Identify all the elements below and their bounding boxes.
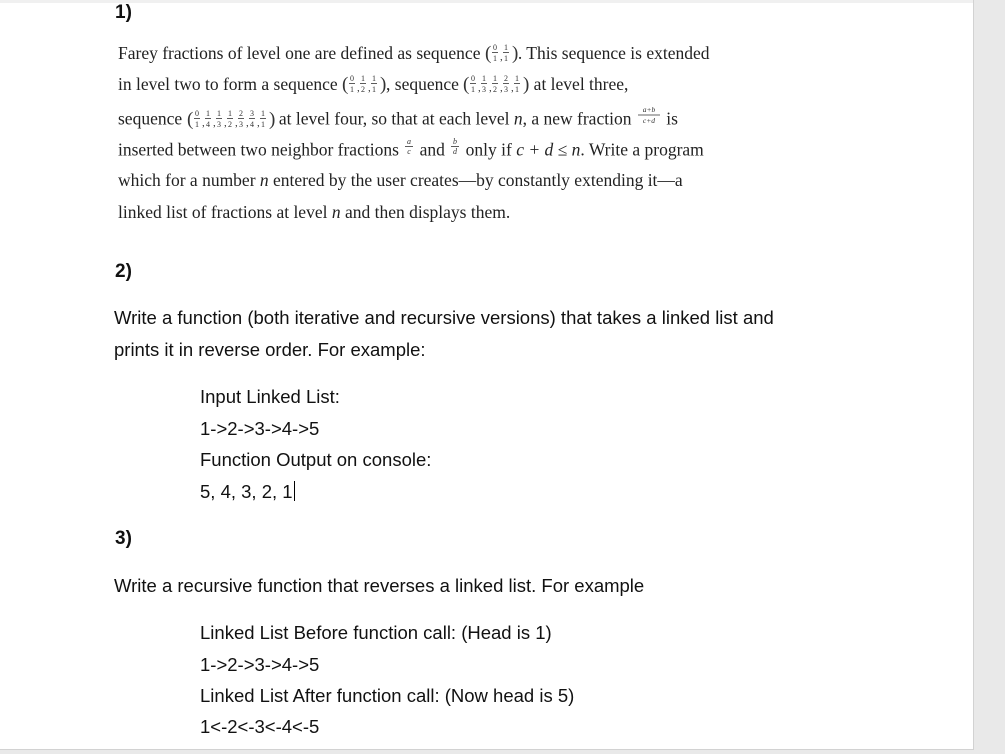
q2-input-label: Input Linked List:: [200, 386, 340, 407]
fraction-separator: ,: [499, 51, 503, 63]
question-3-number: 3): [115, 528, 132, 549]
farey-seq-level-1: [485, 41, 518, 65]
q2-output-list: 5, 4, 3, 2, 1: [200, 481, 293, 502]
fraction-numerator: 1: [205, 108, 210, 118]
q1-l3-text-d: is: [666, 108, 678, 129]
q2-line-1: Write a function (both iterative and recursive versions) that takes a linked list and: [114, 307, 774, 328]
q1-line-2: [118, 74, 628, 98]
fraction-separator: ,: [511, 82, 515, 94]
fraction-separator: ,: [245, 116, 249, 129]
fraction-denominator: 2: [361, 85, 366, 94]
formula-numerator: a+b: [642, 105, 656, 114]
fraction-separator: ,: [256, 116, 260, 129]
q2-output-line[interactable]: [200, 481, 295, 503]
fraction-denominator: 1: [515, 85, 520, 94]
fraction-denominator: 1: [260, 119, 265, 129]
q1-l1-text-a: Farey fractions of level one are defined as sequence: [118, 43, 481, 64]
fraction-numerator: 1: [361, 74, 366, 83]
fraction-denominator: 1: [372, 85, 377, 94]
q1-line-6: [118, 202, 510, 223]
fraction-numerator: 0: [194, 108, 199, 118]
seq-close-paren: ): [523, 74, 530, 95]
fraction-denominator: 1: [503, 54, 508, 63]
q1-line-5: [118, 170, 683, 191]
fraction-denominator: 3: [504, 85, 509, 94]
q1-l2-text-c: at level three,: [533, 74, 629, 95]
fraction-separator: ,: [478, 82, 482, 94]
fraction-separator: ,: [212, 116, 216, 129]
fraction-numerator: 0: [350, 74, 355, 83]
fraction-a-denominator: c: [407, 147, 412, 156]
fraction-numerator: 1: [503, 43, 508, 52]
q1-l5-text-b: entered by the user creates—by constantly extending it—a: [273, 170, 683, 190]
fraction-numerator: 2: [504, 74, 509, 83]
q3-after-label: Linked List After function call: (Now head is 5): [200, 685, 575, 706]
seq-close-paren: ): [268, 108, 275, 130]
q1-l4-condition: c + d ≤ n: [516, 139, 581, 160]
fraction-numerator: 1: [482, 74, 487, 83]
seq-open-paren: (: [186, 108, 193, 130]
seq-open-paren: (: [463, 74, 470, 95]
seq-open-paren: (: [484, 43, 492, 64]
fraction-b-numerator: b: [453, 137, 458, 146]
fraction-denominator: 3: [238, 119, 243, 129]
q1-line-4: [118, 138, 704, 165]
fraction-a-over-c: [403, 136, 415, 163]
fraction-separator: ,: [489, 82, 493, 94]
q1-l5-var-n: n: [259, 170, 269, 190]
page-top-edge: [0, 0, 973, 3]
q2-line-2: prints it in reverse order. For example:: [114, 339, 426, 360]
fraction-a-numerator: a: [407, 137, 412, 146]
fraction-numerator: 1: [227, 108, 232, 118]
seq-open-paren: (: [342, 74, 349, 95]
fraction-numerator: 0: [492, 43, 497, 52]
q1-l6-text-b: and then displays them.: [344, 202, 511, 222]
fraction-numerator: 3: [249, 108, 254, 118]
fraction-numerator: 2: [238, 108, 243, 118]
question-1-number: 1): [115, 2, 132, 23]
question-2-number: 2): [115, 261, 132, 282]
fraction-denominator: 1: [492, 54, 497, 63]
fraction-denominator: 2: [493, 85, 498, 94]
q1-l1-text-b: . This sequence is extended: [517, 43, 710, 64]
fraction-denominator: 1: [350, 85, 355, 94]
fraction-separator: ,: [223, 116, 227, 129]
q1-l3-text-a: sequence: [118, 108, 183, 129]
fraction-denominator: 4: [205, 119, 210, 129]
farey-seq-level-2: [342, 72, 386, 96]
fraction-denominator: 3: [216, 119, 221, 129]
fraction-separator: ,: [201, 116, 205, 129]
q3-before-list: 1->2->3->4->5: [200, 654, 320, 675]
q1-l4-text-a: inserted between two neighbor fractions: [118, 139, 399, 160]
fraction-separator: ,: [368, 82, 371, 94]
fraction-sequence-graphic: [187, 107, 275, 131]
fraction-denominator: 3: [482, 85, 487, 94]
q1-l6-var-n: n: [331, 202, 341, 222]
fraction-denominator: 2: [227, 119, 232, 129]
fraction-numerator: 1: [515, 74, 520, 83]
q1-l3-text-b: at level four, so that at each level: [278, 108, 510, 129]
fraction-separator: ,: [234, 116, 238, 129]
q1-line-3: [118, 106, 678, 135]
q1-l4-and: and: [419, 139, 445, 160]
fraction-numerator: 1: [260, 108, 265, 118]
fraction-denominator: 1: [471, 85, 476, 94]
q1-l2-text-a: in level two to form a sequence: [118, 74, 338, 95]
fraction-separator: ,: [500, 82, 504, 94]
fraction-separator: ,: [357, 82, 360, 94]
q1-l4-text-c: . Write a program: [580, 139, 704, 160]
q3-after-list: 1<-2<-3<-4<-5: [200, 716, 320, 737]
q2-output-label: Function Output on console:: [200, 449, 432, 470]
farey-seq-level-3: [463, 72, 529, 96]
q3-before-label: Linked List Before function call: (Head is 1): [200, 622, 552, 643]
seq-close-paren: ): [380, 74, 387, 95]
q2-input-list: 1->2->3->4->5: [200, 418, 320, 439]
fraction-b-denominator: d: [453, 147, 458, 156]
fraction-sequence-graphic: [342, 72, 386, 96]
fraction-b-over-d: [449, 136, 461, 163]
seq-close-paren: ): [511, 43, 518, 64]
text-cursor: [294, 481, 295, 501]
q1-l3-var-n: n: [513, 108, 523, 129]
fraction-numerator: 1: [493, 74, 498, 83]
fraction-numerator: 0: [471, 74, 476, 83]
q1-line-1: [118, 43, 709, 67]
new-fraction-formula: [636, 104, 662, 133]
q1-l4-text-b: only if: [465, 139, 512, 160]
fraction-denominator: 1: [194, 119, 199, 129]
q1-l6-text-a: linked list of fractions at level: [118, 202, 328, 222]
fraction-denominator: 4: [249, 119, 254, 129]
q1-l3-text-c: , a new fraction: [522, 108, 632, 129]
q3-line-1: Write a recursive function that reverses a linked list. For example: [114, 575, 645, 596]
fraction-numerator: 1: [216, 108, 221, 118]
fraction-numerator: 1: [372, 74, 377, 83]
farey-seq-level-4: [187, 107, 275, 131]
q1-l2-text-b: , sequence: [386, 74, 459, 95]
fraction-sequence-graphic: [485, 41, 518, 65]
q1-l5-text-a: which for a number: [118, 170, 256, 190]
fraction-sequence-graphic: [463, 72, 529, 96]
formula-denominator: c+d: [642, 116, 655, 125]
